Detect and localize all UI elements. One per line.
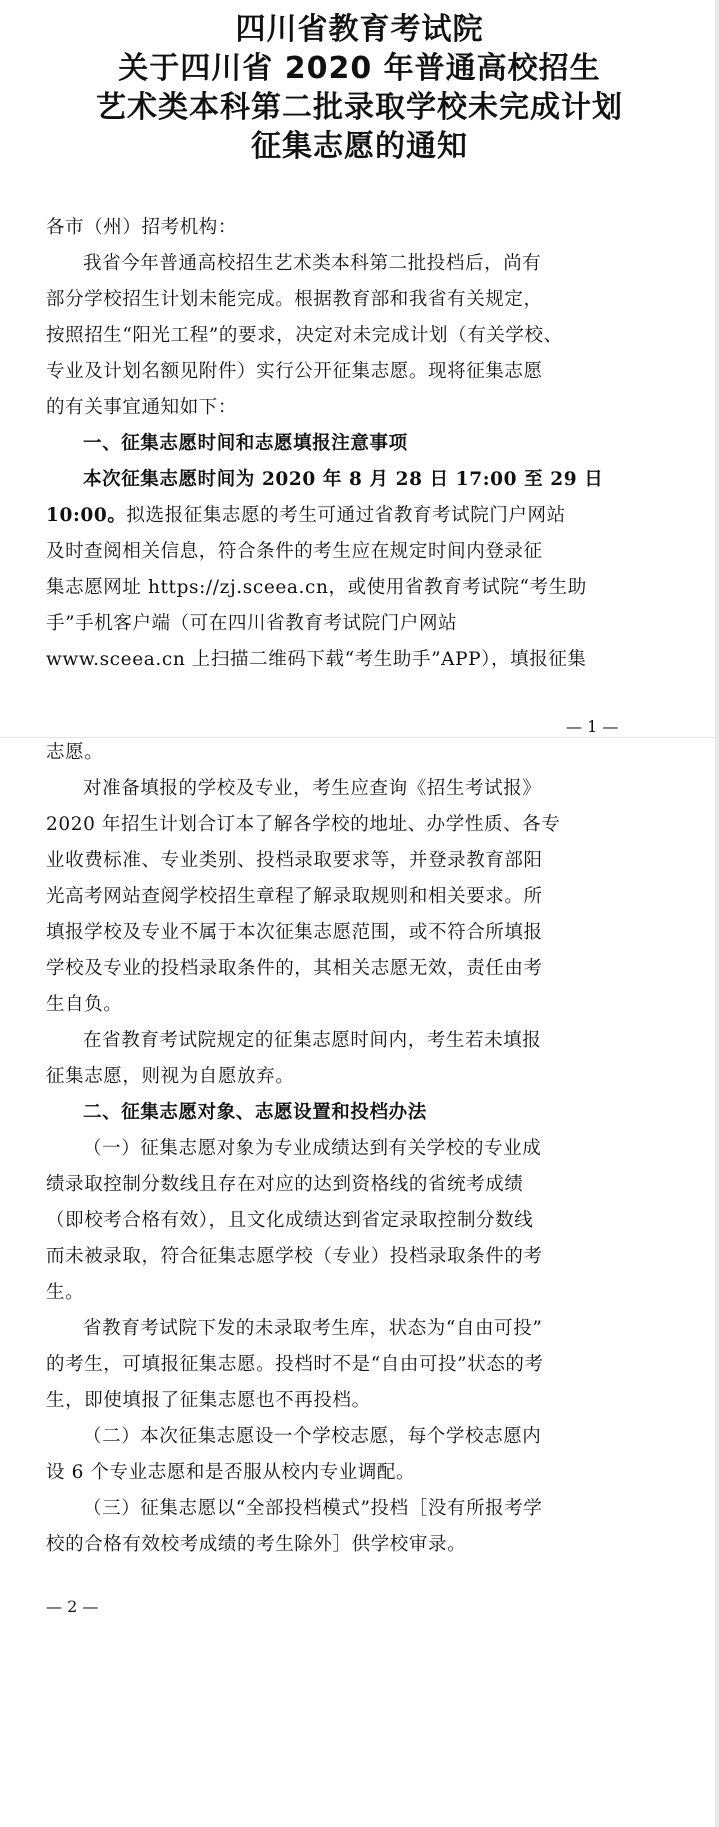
body-line: 省教育考试院下发的未录取考生库，状态为“自由可投” <box>83 1318 543 1339</box>
body-line: 在省教育考试院规定的征集志愿时间内，考生若未填报 <box>83 1030 542 1051</box>
section-heading-1: 一、征集志愿时间和志愿填报注意事项 <box>83 433 408 454</box>
section-heading-2: 二、征集志愿对象、志愿设置和投档办法 <box>83 1102 427 1123</box>
body-line: www.sceea.cn 上扫描二维码下载“考生助手”APP），填报征集 <box>46 649 587 670</box>
salutation: 各市（州）招考机构： <box>46 217 238 238</box>
time-line-2-rest: 拟选报征集志愿的考生可通过省教育考试院门户网站 <box>126 505 566 526</box>
body-line: 学校及专业的投档录取条件的，其相关志愿无效，责任由考 <box>46 958 543 979</box>
body-line: 绩录取控制分数线且存在对应的达到资格线的省统考成绩 <box>46 1174 524 1195</box>
body-line: （二）本次征集志愿设一个学校志愿，每个学校志愿内 <box>83 1426 542 1447</box>
body-line: 而未被录取，符合征集志愿学校（专业）投档录取条件的考 <box>46 1246 543 1267</box>
body-line: 生，即使填报了征集志愿也不再投档。 <box>46 1390 371 1411</box>
body-line: 对准备填报的学校及专业，考生应查询《招生考试报》 <box>83 778 542 799</box>
page-separator <box>0 737 719 738</box>
body-line: 手”手机客户端（可在四川省教育考试院门户网站 <box>46 613 458 634</box>
body-line: 校的合格有效校考成绩的考生除外］供学校审录。 <box>46 1534 467 1555</box>
intro-line: 专业及计划名额见附件）实行公开征集志愿。现将征集志愿 <box>46 361 543 382</box>
body-line: 的考生，可填报征集志愿。投档时不是“自由可投”状态的考 <box>46 1354 544 1375</box>
time-line-2 <box>46 504 624 528</box>
page-number-2: — 2 — <box>46 1597 99 1616</box>
time-line-1: 本次征集志愿时间为 2020 年 8 月 28 日 17:00 至 29 日 <box>83 469 604 490</box>
page-edge <box>715 0 719 1827</box>
body-line: 业收费标准、专业类别、投档录取要求等，并登录教育部阳 <box>46 850 543 871</box>
body-line: 及时查阅相关信息，符合条件的考生应在规定时间内登录征 <box>46 541 543 562</box>
body-line: 集志愿网址 https://zj.sceea.cn，或使用省教育考试院“考生助 <box>46 577 587 598</box>
body-line: 征集志愿，则视为自愿放弃。 <box>46 1066 295 1087</box>
title-line-1: 四川省教育考试院 <box>235 12 484 47</box>
time-line-2-bold: 10:00。 <box>46 505 127 526</box>
body-line: （即校考合格有效），且文化成绩达到省定录取控制分数线 <box>46 1210 534 1231</box>
title-line-4: 征集志愿的通知 <box>251 129 468 164</box>
body-line: 2020 年招生计划合订本了解各学校的地址、办学性质、各专 <box>46 814 561 835</box>
body-line: 光高考网站查阅学校招生章程了解录取规则和相关要求。所 <box>46 886 543 907</box>
body-line: 填报学校及专业不属于本次征集志愿范围，或不符合所填报 <box>46 922 543 943</box>
title-line-3: 艺术类本科第二批录取学校未完成计划 <box>96 90 623 125</box>
body-line: （三）征集志愿以“全部投档模式”投档［没有所报考学 <box>83 1498 543 1519</box>
body-line: 设 6 个专业志愿和是否服从校内专业调配。 <box>46 1462 416 1483</box>
intro-line: 的有关事宜通知如下： <box>46 397 238 418</box>
body-line: 生。 <box>46 1282 85 1303</box>
body-line: （一）征集志愿对象为专业成绩达到有关学校的专业成 <box>83 1138 542 1159</box>
body-line: 生自负。 <box>46 994 123 1015</box>
intro-line: 按照招生“阳光工程”的要求，决定对未完成计划（有关学校、 <box>46 325 563 346</box>
body-line: 志愿。 <box>46 742 104 763</box>
intro-line: 我省今年普通高校招生艺术类本科第二批投档后，尚有 <box>83 253 542 274</box>
title-line-2: 关于四川省 2020 年普通高校招生 <box>118 51 601 86</box>
page-number-1: — 1 — <box>566 717 619 736</box>
intro-line: 部分学校招生计划未能完成。根据教育部和我省有关规定， <box>46 289 543 310</box>
